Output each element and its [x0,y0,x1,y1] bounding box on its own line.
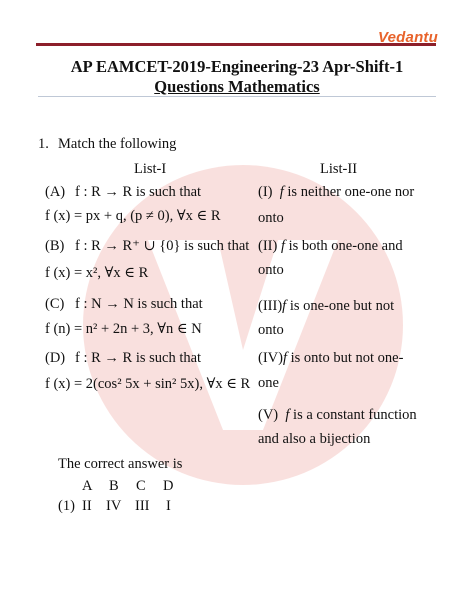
list1-text: f : R → R is such that [75,184,202,200]
list2-item: (III)f is one-one but not [258,298,395,314]
list1-label: (D) [45,350,66,366]
list1-heading: List-I [134,161,167,177]
list1-label: (A) [45,184,66,200]
answer-header-cell: C [136,478,146,494]
option-value: I [166,498,171,514]
page-title: AP EAMCET-2019-Engineering-23 Apr-Shift-1 [70,57,404,76]
vedantu-logo: Vedantu [377,29,438,46]
header-rule [36,43,436,46]
list2-item-cont: onto [258,322,284,338]
list2-item-cont: one [258,375,279,391]
question-prompt: Match the following [58,136,177,152]
list2-item: (V) f is a constant function [258,407,417,423]
list2-item: (II) f is both one-one and [258,238,403,254]
list1-formula: f (x) = px + q, (p ≠ 0), ∀x ∈ R [45,208,221,224]
list2-heading: List-II [320,161,358,177]
list1-text: f : N → N is such that [75,296,203,312]
list1-label: (C) [45,296,65,312]
list1-formula: f (n) = n² + 2n + 3, ∀n ∈ N [45,321,202,337]
option-label: (1) [58,498,75,514]
option-value: III [135,498,150,514]
option-value: II [82,498,92,514]
list1-text: f : R → R is such that [75,350,202,366]
question-number: 1. [38,136,49,152]
list2-item-cont: onto [258,210,284,226]
answer-header-cell: A [82,478,93,494]
list2-item: (I) f is neither one-one nor [258,184,415,200]
list2-item-cont: and also a bijection [258,431,371,447]
answer-header-cell: B [109,478,119,494]
list2-item-cont: onto [258,262,284,278]
list2-item: (IV)f is onto but not one- [258,350,404,366]
title-divider [38,96,436,97]
answer-header-cell: D [163,478,174,494]
option-value: IV [106,498,122,514]
list1-formula: f (x) = 2(cos² 5x + sin² 5x), ∀x ∈ R [45,376,251,392]
list1-text: f : R → R⁺ ∪ {0} is such that [75,238,250,254]
answer-prompt: The correct answer is [58,456,183,472]
page-subtitle: Questions Mathematics [154,77,320,96]
list1-label: (B) [45,238,65,254]
list1-formula: f (x) = x², ∀x ∈ R [45,265,149,281]
